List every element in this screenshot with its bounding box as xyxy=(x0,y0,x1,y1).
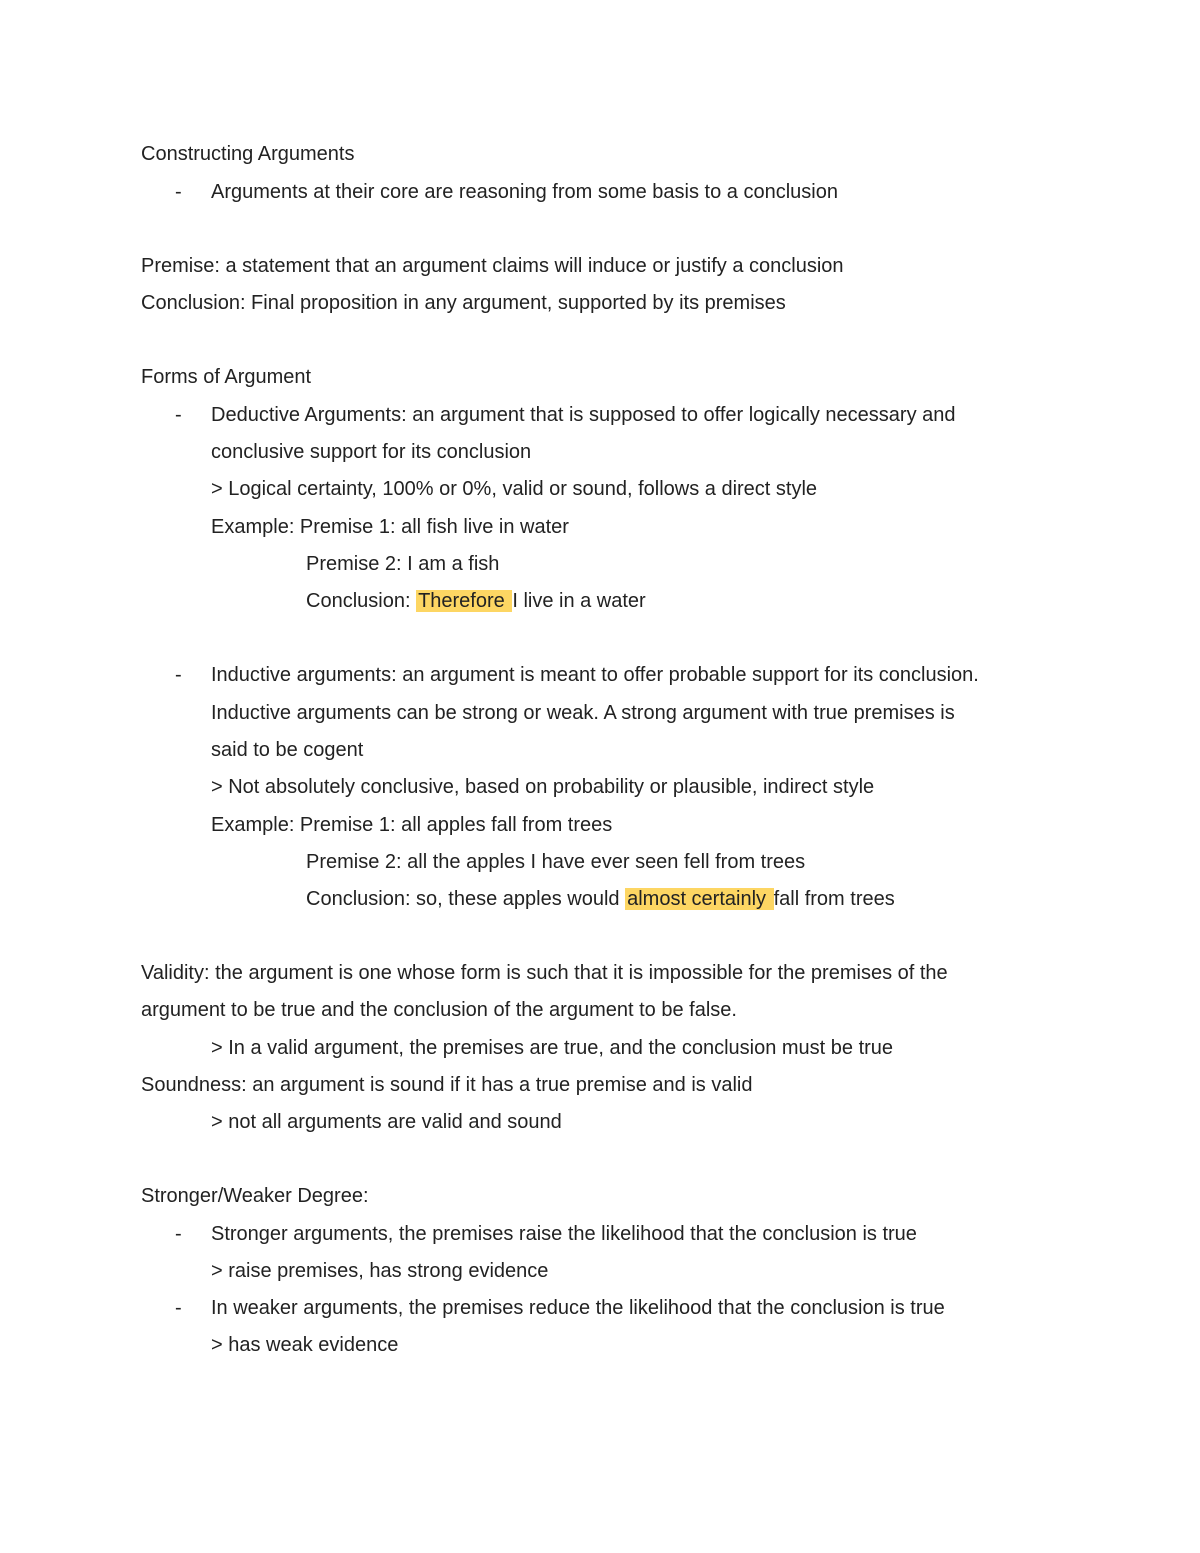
soundness-definition: Soundness: an argument is sound if it has a true premise and is valid xyxy=(141,1074,753,1096)
deductive-note: > Logical certainty, 100% or 0%, valid or sound, follows a direct style xyxy=(211,478,818,500)
inductive-line-2: Inductive arguments can be strong or weak. A strong argument with true premises is xyxy=(211,702,955,724)
inductive-line-3: said to be cogent xyxy=(211,739,364,761)
inductive-line-1: Inductive arguments: an argument is meant to offer probable support for its conclusion. xyxy=(211,664,979,686)
deductive-line-2: conclusive support for its conclusion xyxy=(211,441,532,463)
highlighted-text: Therefore xyxy=(418,590,511,612)
conclusion-definition: Conclusion: Final proposition in any argument, supported by its premises xyxy=(141,292,786,314)
weaker-arguments: In weaker arguments, the premises reduce the likelihood that the conclusion is true xyxy=(211,1297,945,1319)
intro-text: Arguments at their core are reasoning from some basis to a conclusion xyxy=(211,181,838,203)
highlighted-text: almost certainly xyxy=(627,888,772,910)
validity-line-1: Validity: the argument is one whose form is such that it is impossible for the premises of the xyxy=(141,962,948,984)
inductive-example-conclusion xyxy=(306,887,895,911)
stronger-note: > raise premises, has strong evidence xyxy=(211,1260,549,1282)
soundness-note: > not all arguments are valid and sound xyxy=(211,1111,562,1133)
degree-heading: Stronger/Weaker Degree: xyxy=(141,1185,369,1207)
deductive-example-premise-1: Example: Premise 1: all fish live in water xyxy=(211,516,569,538)
forms-heading: Forms of Argument xyxy=(141,366,312,388)
conclusion-prefix: Conclusion: so, these apples would xyxy=(306,888,626,910)
inductive-example-premise-1: Example: Premise 1: all apples fall from trees xyxy=(211,814,613,836)
inductive-example-premise-2: Premise 2: all the apples I have ever seen fell from trees xyxy=(306,851,806,873)
bullet-dash: - xyxy=(175,1297,182,1319)
bullet-dash: - xyxy=(175,1223,182,1245)
validity-line-2: argument to be true and the conclusion of the argument to be false. xyxy=(141,999,737,1021)
conclusion-suffix: I live in a water xyxy=(512,590,646,612)
validity-note: > In a valid argument, the premises are true, and the conclusion must be true xyxy=(211,1037,894,1059)
bullet-dash: - xyxy=(175,404,182,426)
premise-definition: Premise: a statement that an argument claims will induce or justify a conclusion xyxy=(141,255,844,277)
deductive-line-1: Deductive Arguments: an argument that is supposed to offer logically necessary and xyxy=(211,404,956,426)
bullet-dash: - xyxy=(175,664,182,686)
weaker-note: > has weak evidence xyxy=(211,1334,399,1356)
bullet-dash: - xyxy=(175,181,182,203)
conclusion-prefix: Conclusion: xyxy=(306,590,417,612)
conclusion-suffix: fall from trees xyxy=(773,888,895,910)
deductive-example-premise-2: Premise 2: I am a fish xyxy=(306,553,500,575)
stronger-arguments: Stronger arguments, the premises raise the likelihood that the conclusion is true xyxy=(211,1223,917,1245)
doc-title: Constructing Arguments xyxy=(141,143,355,165)
inductive-note: > Not absolutely conclusive, based on probability or plausible, indirect style xyxy=(211,776,875,798)
deductive-example-conclusion xyxy=(306,589,646,613)
